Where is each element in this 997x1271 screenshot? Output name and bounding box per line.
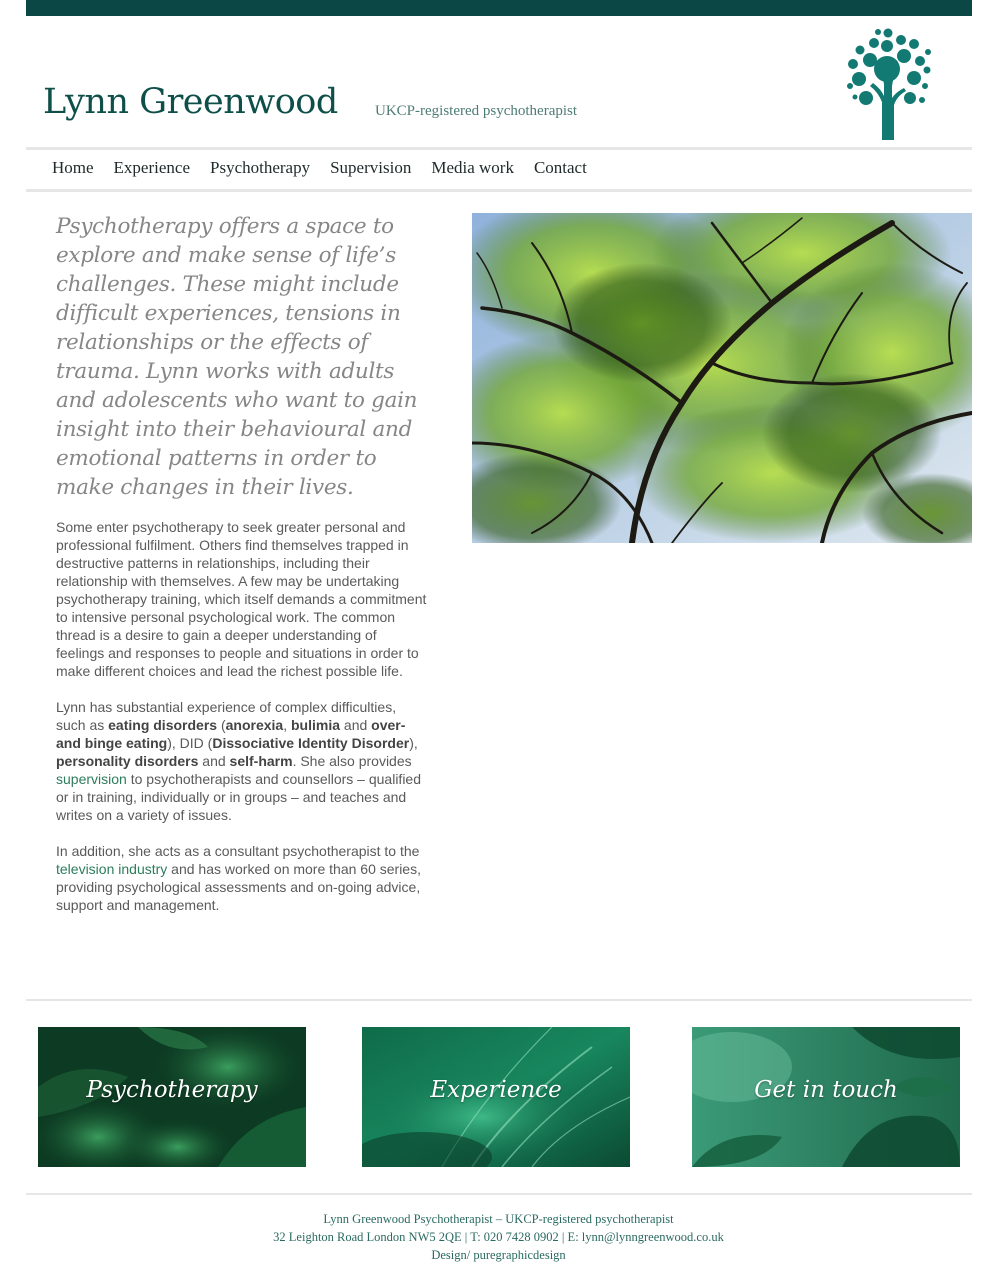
tile-experience-label: Experience <box>430 1077 562 1103</box>
footer-divider <box>26 1193 972 1195</box>
intro-statement: Psychotherapy offers a space to explore and make sense of life’s challenges. These might include difficult experiences, tensions in relationships or the effects of trauma. Lynn works with adults and adolescents who want to gain insight into their behavioural and emotional patterns in order to make changes in their lives. <box>56 214 418 500</box>
keyword-anorexia: anorexia <box>225 717 284 733</box>
tile-get-in-touch-label: Get in touch <box>754 1077 898 1103</box>
site-title[interactable]: Lynn Greenwood <box>43 82 338 122</box>
keyword-bulimia: bulimia <box>291 717 341 733</box>
body-paragraph-1: Some enter psychotherapy to seek greater personal and professional fulfilment. Others find themselves trapped in destructive patterns in relationships, including their relationship with themselves. A few may be undertaking psychotherapy training, which itself demands a commitment to intensive personal psychological work. The common thread is a desire to gain a deeper understanding of feelings and responses to people and situations in order to make different choices and lead the richest possible life. <box>56 519 427 679</box>
tree-logo-icon[interactable] <box>840 26 938 140</box>
header-divider <box>26 147 972 150</box>
tile-psychotherapy[interactable] <box>38 1027 306 1167</box>
body-paragraph-3: In addition, she acts as a consultant psychotherapist to the television industry and has worked on more than 60 series, providing psychological assessments and on-going advice, support and management. <box>56 843 421 913</box>
footer-contact-line[interactable]: 32 Leighton Road London NW5 2QE | T: 020 7428 0902 | E: lynn@lynngreenwood.co.uk <box>273 1230 724 1244</box>
nav-item-psychotherapy[interactable]: Psychotherapy <box>210 158 311 177</box>
nav-item-experience[interactable]: Experience <box>113 158 190 177</box>
footer-design-credit[interactable]: Design/ puregraphicdesign <box>431 1248 566 1262</box>
hero-tree-canopy-image <box>472 213 972 543</box>
keyword-binge-eating: over- and binge eating <box>56 717 406 751</box>
supervision-link[interactable]: supervision <box>56 771 127 787</box>
site-tagline: UKCP-registered psychotherapist <box>375 103 578 119</box>
nav-divider <box>26 189 972 192</box>
tile-get-in-touch[interactable] <box>692 1027 960 1167</box>
nav-item-supervision[interactable]: Supervision <box>330 158 412 177</box>
keyword-self-harm: self-harm <box>229 753 293 769</box>
footer-business-line: Lynn Greenwood Psychotherapist – UKCP-registered psychotherapist <box>323 1212 674 1226</box>
keyword-eating-disorders: eating disorders <box>108 717 218 733</box>
tiles-divider <box>26 999 972 1001</box>
nav-item-media-work[interactable]: Media work <box>431 158 514 177</box>
top-brand-bar <box>26 0 972 16</box>
keyword-did: Dissociative Identity Disorder <box>212 735 410 751</box>
tile-experience[interactable] <box>362 1027 630 1167</box>
television-industry-link[interactable]: television industry <box>56 861 168 877</box>
nav-item-contact[interactable]: Contact <box>533 158 587 177</box>
nav-item-home[interactable]: Home <box>52 158 94 177</box>
main-nav <box>52 158 607 178</box>
tile-psychotherapy-label: Psychotherapy <box>86 1077 258 1103</box>
body-paragraph-2: Lynn has substantial experience of complex difficulties, such as eating disorders (anorexia, bulimia and over- and binge eating), DID (Dissociative Identity Disorder), personality disorders and self-harm. She also provides supervision to psychotherapists and counsellors – qualified or in training, individually or in groups – and teaches and writes on a variety of issues. <box>56 699 422 823</box>
keyword-personality-disorders: personality disorders <box>56 753 199 769</box>
